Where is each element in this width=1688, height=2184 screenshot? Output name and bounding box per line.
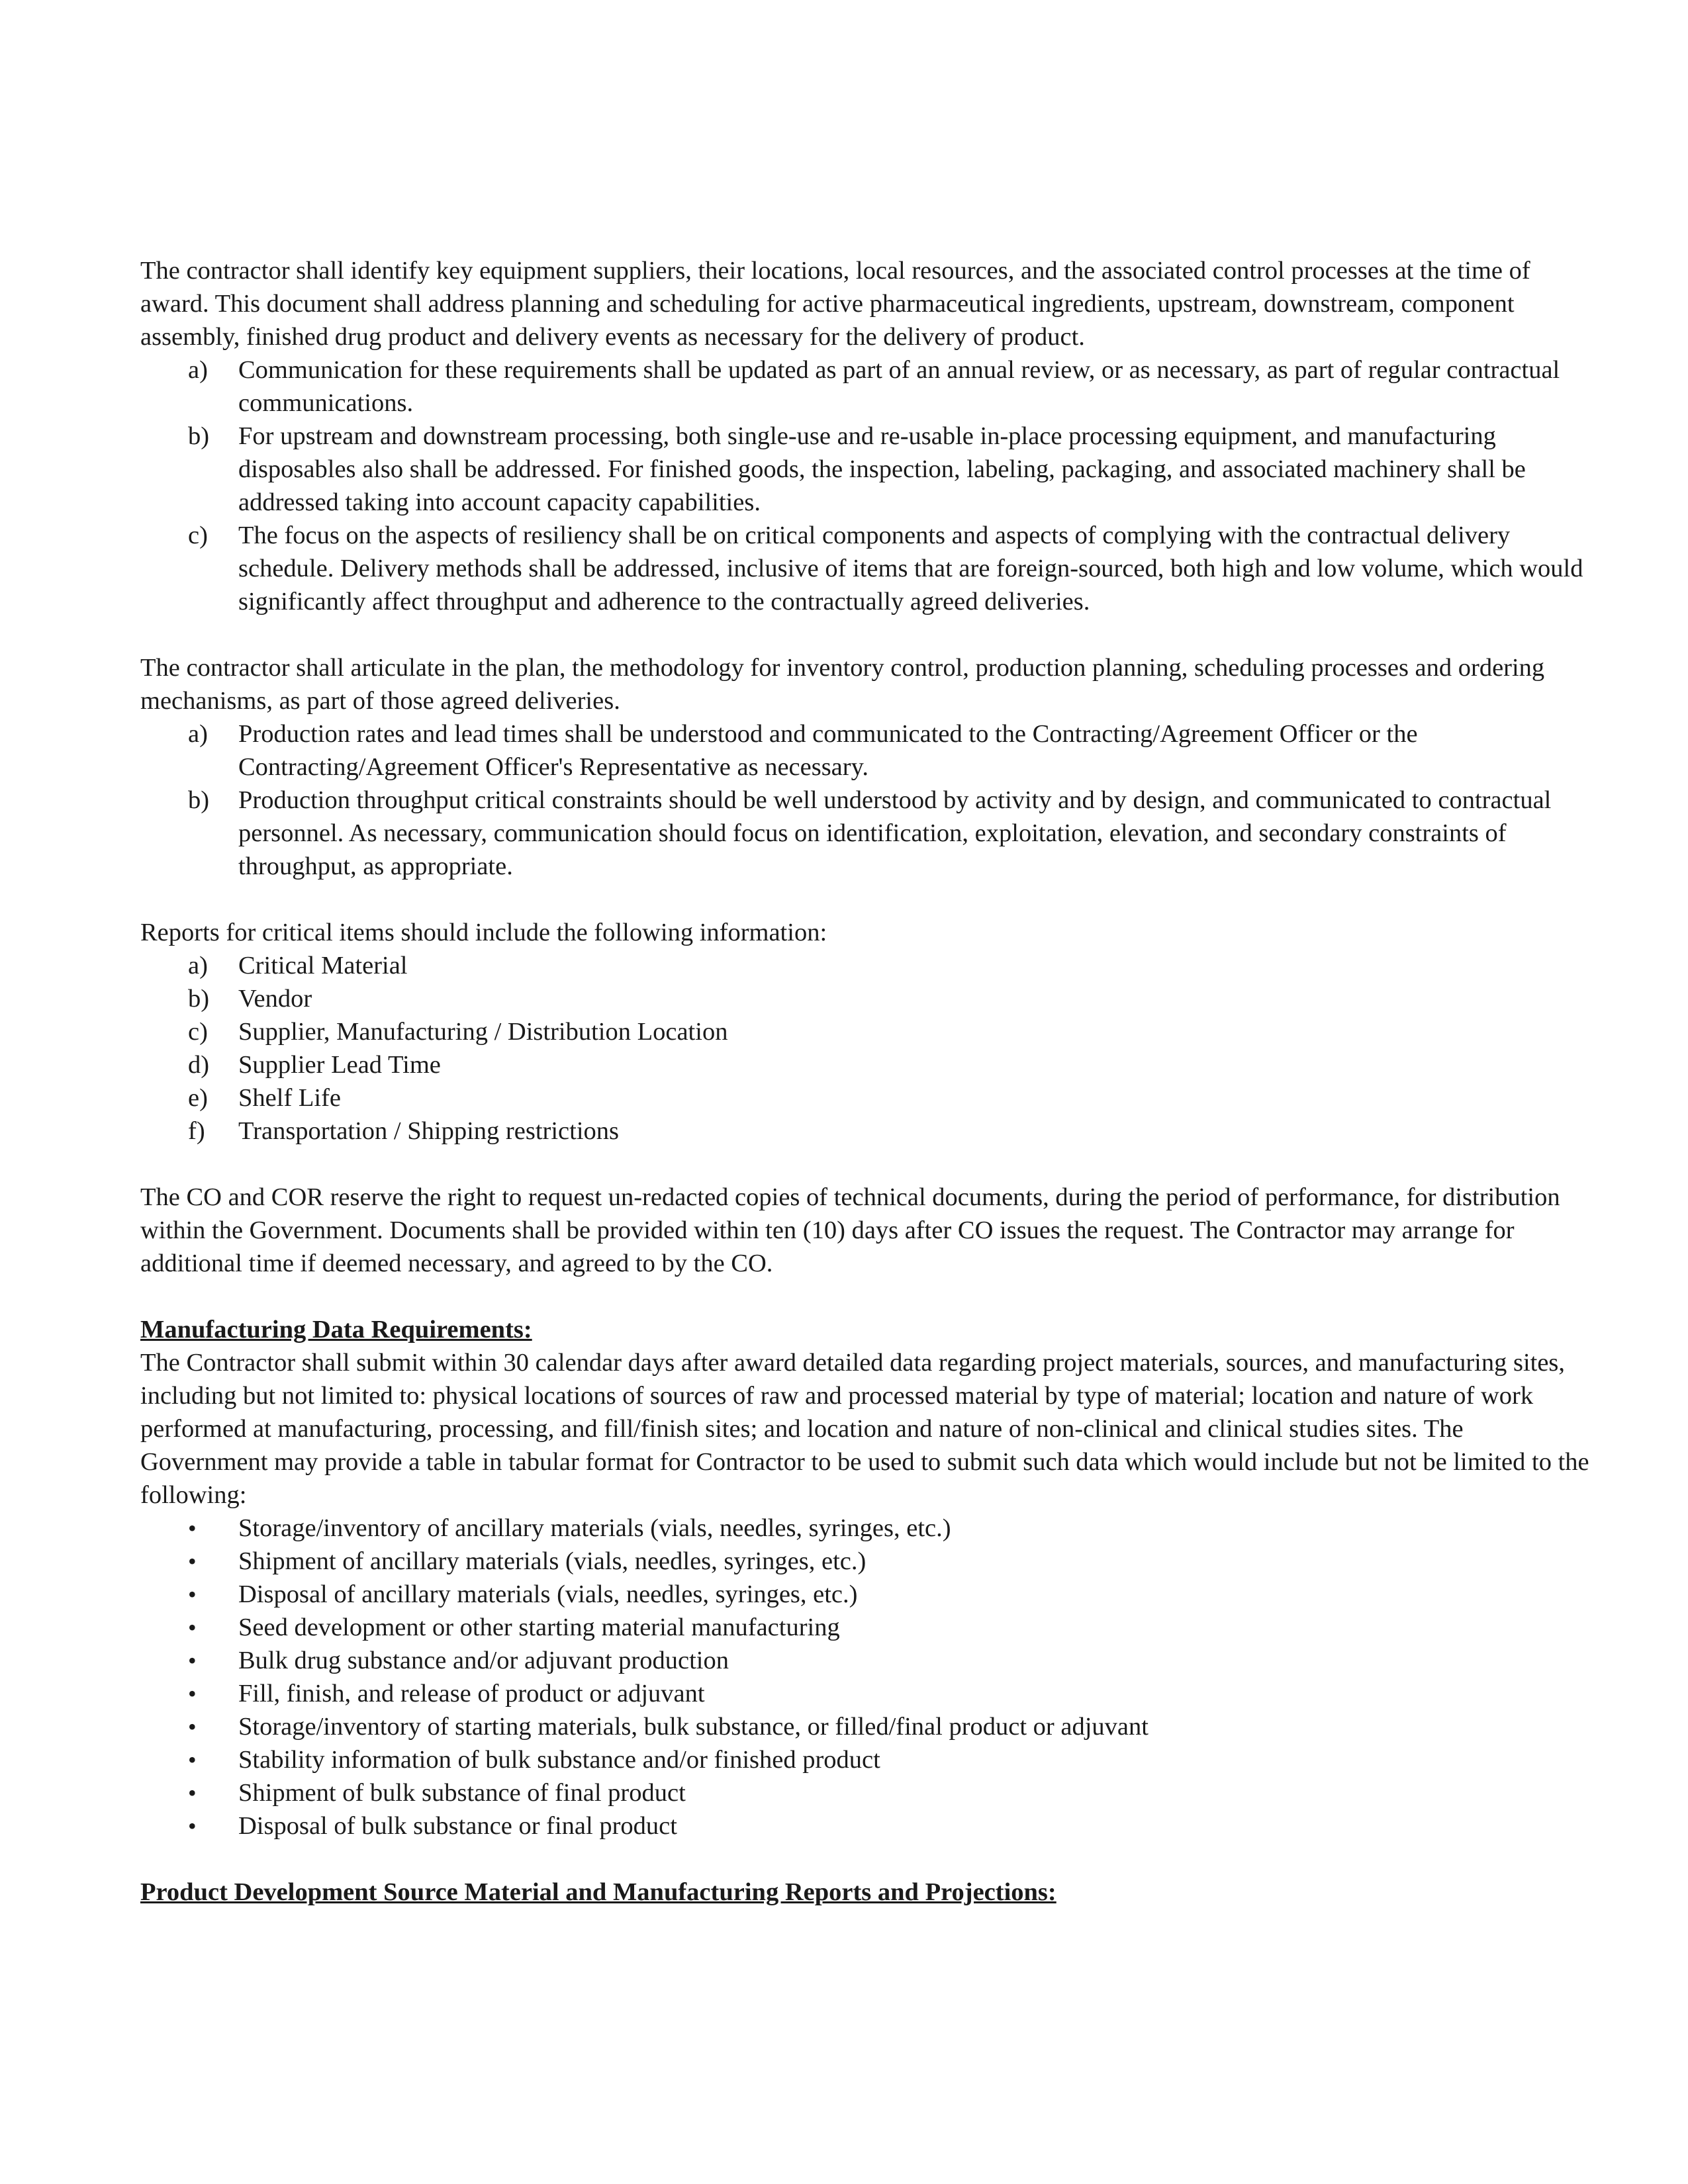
list-marker: a) bbox=[188, 720, 208, 748]
list-item bbox=[140, 420, 1597, 519]
list-item bbox=[140, 1081, 1597, 1115]
list-item-text: Disposal of ancillary materials (vials, needles, syringes, etc.) bbox=[238, 1580, 858, 1608]
list-item-text: Production throughput critical constraints should be well understood by activity and by design, and communicated to contractual personnel. As necessary, communication should focus on identification, exploitation, elevation, and secondary constraints of throughput, as appropriate. bbox=[238, 786, 1552, 880]
list-item-text: Critical Material bbox=[238, 952, 408, 979]
list-item-text: Vendor bbox=[238, 985, 312, 1013]
list-marker: f) bbox=[188, 1117, 205, 1145]
list-item-text: Shipment of ancillary materials (vials, needles, syringes, etc.) bbox=[238, 1547, 867, 1575]
list-item bbox=[140, 1512, 1597, 1545]
section3-intro: Reports for critical items should include the following information: bbox=[140, 919, 827, 946]
list-marker: e) bbox=[188, 1084, 208, 1112]
list-marker: d) bbox=[188, 1051, 210, 1079]
list-item-text: Stability information of bulk substance and/or finished product bbox=[238, 1746, 880, 1774]
bullet-icon: • bbox=[188, 1713, 197, 1740]
list-item-text: Transportation / Shipping restrictions bbox=[238, 1117, 619, 1145]
list-marker: c) bbox=[188, 1018, 208, 1046]
section1-list bbox=[140, 353, 1597, 618]
bullet-icon: • bbox=[188, 1647, 197, 1674]
list-item bbox=[140, 519, 1597, 618]
list-item bbox=[140, 784, 1597, 883]
bullet-icon: • bbox=[188, 1614, 197, 1641]
list-item bbox=[140, 1644, 1597, 1677]
spacer bbox=[140, 883, 1597, 916]
bullet-icon: • bbox=[188, 1780, 197, 1806]
section4-paragraph: The CO and COR reserve the right to request un-redacted copies of technical documents, during the period of performance, for distribution within the Government. Documents shall be provided within ten (10) days after CO issues the request. The Contractor may arrange for additional time if deemed necessary, and agreed to by the CO. bbox=[140, 1183, 1560, 1277]
list-item-text: Storage/inventory of ancillary materials (vials, needles, syringes, etc.) bbox=[238, 1514, 951, 1542]
section3-list bbox=[140, 949, 1597, 1148]
section1-intro: The contractor shall identify key equipment suppliers, their locations, local resources, and the associated control processes at the time of award. This document shall address planning and scheduling for active pharmaceutical ingredients, upstream, downstream, component assembly, finished drug product and delivery events as necessary for the delivery of product. bbox=[140, 257, 1530, 351]
list-marker: b) bbox=[188, 786, 210, 814]
list-item bbox=[140, 1048, 1597, 1081]
manufacturing-data-heading: Manufacturing Data Requirements: bbox=[140, 1316, 532, 1343]
bullet-icon: • bbox=[188, 1581, 197, 1608]
list-marker: b) bbox=[188, 422, 210, 450]
spacer bbox=[140, 1148, 1597, 1181]
list-item bbox=[140, 1545, 1597, 1578]
list-marker: a) bbox=[188, 952, 208, 979]
list-item bbox=[140, 717, 1597, 784]
section2-list bbox=[140, 717, 1597, 883]
list-item bbox=[140, 1115, 1597, 1148]
list-item bbox=[140, 1776, 1597, 1809]
section5-bullet-list bbox=[140, 1512, 1597, 1843]
list-item-text: Production rates and lead times shall be understood and communicated to the Contracting/Agreement Officer or the Contracting/Agreement Officer's Representative as necessary. bbox=[238, 720, 1418, 781]
list-item-text: For upstream and downstream processing, both single-use and re-usable in-place processing equipment, and manufacturing disposables also shall be addressed. For finished goods, the inspection, labeling, packaging, and associated machinery shall be addressed taking into account capacity capabilities. bbox=[238, 422, 1526, 516]
list-item bbox=[140, 982, 1597, 1015]
list-item-text: Shelf Life bbox=[238, 1084, 342, 1112]
document-page bbox=[140, 254, 1597, 1909]
list-item-text: Fill, finish, and release of product or adjuvant bbox=[238, 1680, 705, 1707]
section2-intro: The contractor shall articulate in the plan, the methodology for inventory control, production planning, scheduling processes and ordering mechanisms, as part of those agreed deliveries. bbox=[140, 654, 1545, 715]
list-marker: a) bbox=[188, 356, 208, 384]
list-item-text: Communication for these requirements shall be updated as part of an annual review, or as necessary, as part of regular contractual communications. bbox=[238, 356, 1560, 417]
list-item-text: Disposal of bulk substance or final product bbox=[238, 1812, 677, 1840]
spacer bbox=[140, 618, 1597, 651]
section5-intro: The Contractor shall submit within 30 calendar days after award detailed data regarding project materials, sources, and manufacturing sites, including but not limited to: physical locations of sources of raw and processed material by type of material; location and nature of work performed at manufacturing, processing, and fill/finish sites; and location and nature of non-clinical and clinical studies sites. The Government may provide a table in tabular format for Contractor to be used to submit such data which would include but not be limited to the following: bbox=[140, 1349, 1589, 1509]
product-development-heading: Product Development Source Material and Manufacturing Reports and Projections: bbox=[140, 1878, 1056, 1906]
list-marker: c) bbox=[188, 522, 208, 549]
list-item bbox=[140, 1015, 1597, 1048]
bullet-icon: • bbox=[188, 1680, 197, 1707]
bullet-icon: • bbox=[188, 1747, 197, 1773]
list-item bbox=[140, 1677, 1597, 1710]
bullet-icon: • bbox=[188, 1548, 197, 1574]
list-marker: b) bbox=[188, 985, 210, 1013]
list-item-text: Supplier Lead Time bbox=[238, 1051, 441, 1079]
list-item-text: Storage/inventory of starting materials, bulk substance, or filled/final product or adjuvant bbox=[238, 1713, 1149, 1741]
list-item bbox=[140, 1578, 1597, 1611]
list-item bbox=[140, 1809, 1597, 1843]
list-item-text: The focus on the aspects of resiliency shall be on critical components and aspects of complying with the contractual delivery schedule. Delivery methods shall be addressed, inclusive of items that are foreign-sourced, both high and low volume, which would significantly affect throughput and adherence to the contractually agreed deliveries. bbox=[238, 522, 1583, 615]
bullet-icon: • bbox=[188, 1813, 197, 1839]
list-item-text: Seed development or other starting material manufacturing bbox=[238, 1614, 840, 1641]
list-item-text: Supplier, Manufacturing / Distribution Location bbox=[238, 1018, 728, 1046]
list-item-text: Shipment of bulk substance of final product bbox=[238, 1779, 686, 1807]
list-item bbox=[140, 949, 1597, 982]
list-item bbox=[140, 353, 1597, 420]
bullet-icon: • bbox=[188, 1515, 197, 1541]
list-item bbox=[140, 1611, 1597, 1644]
list-item bbox=[140, 1710, 1597, 1743]
spacer bbox=[140, 1843, 1597, 1876]
list-item bbox=[140, 1743, 1597, 1776]
spacer bbox=[140, 1280, 1597, 1313]
list-item-text: Bulk drug substance and/or adjuvant production bbox=[238, 1647, 729, 1674]
